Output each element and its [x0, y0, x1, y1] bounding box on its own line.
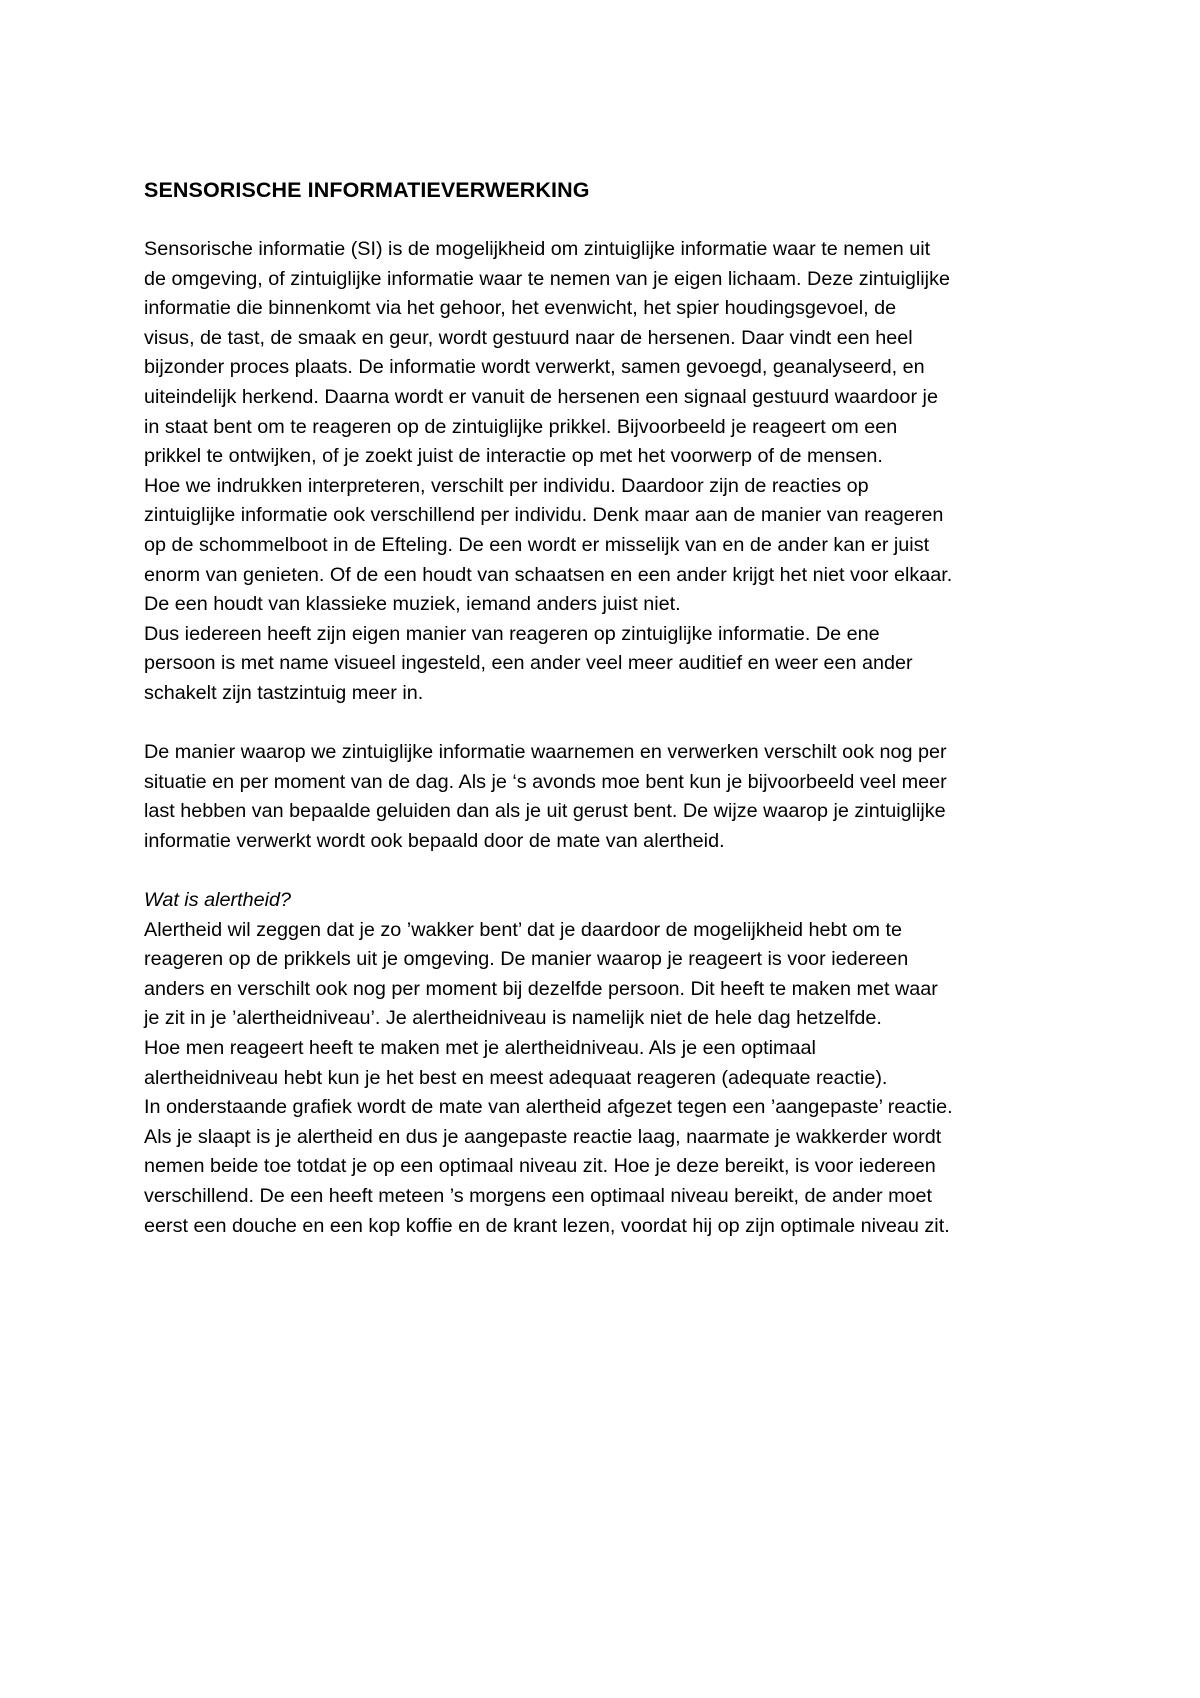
subheading-alertness: Wat is alertheid?: [144, 889, 291, 912]
text-line: In onderstaande grafiek wordt de mate van alertheid afgezet tegen een ’aangepaste’ reactie.: [144, 1096, 953, 1119]
paragraph-situation-and-moment: [144, 738, 1074, 856]
text-line: je zit in je ’alertheidniveau’. Je alertheidniveau is namelijk niet de hele dag hetzelfde.: [144, 1007, 882, 1030]
text-line: op de schommelboot in de Efteling. De een wordt er misselijk van en de ander kan er juist: [144, 533, 930, 556]
paragraph-spacer: [144, 856, 1074, 886]
text-line: enorm van genieten. Of de een houdt van schaatsen en een ander krijgt het niet voor elkaar.: [144, 563, 953, 586]
text-line: Dus iedereen heeft zijn eigen manier van reageren op zintuiglijke informatie. De ene: [144, 622, 880, 645]
text-line: in staat bent om te reageren op de zintuiglijke prikkel. Bijvoorbeeld je reageert om een: [144, 415, 898, 438]
text-line: uiteindelijk herkend. Daarna wordt er vanuit de hersenen een signaal gestuurd waardoor je: [144, 385, 938, 408]
text-line: alertheidniveau hebt kun je het best en meest adequaat reageren (adequate reactie).: [144, 1066, 888, 1089]
text-line: Sensorische informatie (SI) is de mogelijkheid om zintuiglijke informatie waar te nemen uit: [144, 238, 931, 260]
text-line: reageren op de prikkels uit je omgeving. De manier waarop je reageert is voor iedereen: [144, 948, 909, 971]
section-alertness: [144, 886, 1074, 1241]
text-line: de omgeving, of zintuiglijke informatie waar te nemen van je eigen lichaam. Deze zintuiglijke: [144, 267, 950, 290]
text-line: informatie die binnenkomt via het gehoor, het evenwicht, het spier houdingsgevoel, de: [144, 297, 897, 320]
text-line: Alertheid wil zeggen dat je zo ’wakker bent’ dat je daardoor de mogelijkheid hebt om te: [144, 918, 902, 941]
text-line: anders en verschilt ook nog per moment bij dezelfde persoon. Dit heeft te maken met waar: [144, 977, 938, 1000]
document-title: SENSORISCHE INFORMATIEVERWERKING: [144, 178, 590, 202]
text-line: last hebben van bepaalde geluiden dan als je uit gerust bent. De wijze waarop je zintuiglijke: [144, 800, 946, 823]
text-line: De manier waarop we zintuiglijke informatie waarnemen en verwerken verschilt ook nog per: [144, 741, 947, 764]
text-line: bijzonder proces plaats. De informatie wordt verwerkt, samen gevoegd, geanalyseerd, en: [144, 356, 925, 379]
text-line: Als je slaapt is je alertheid en dus je aangepaste reactie laag, naarmate je wakkerder wordt: [144, 1125, 942, 1148]
text-line: situatie en per moment van de dag. Als je ‘s avonds moe bent kun je bijvoorbeeld veel meer: [144, 770, 947, 793]
paragraph-spacer: [144, 709, 1074, 739]
text-line: Hoe men reageert heeft te maken met je alertheidniveau. Als je een optimaal: [144, 1037, 816, 1060]
text-line: nemen beide toe totdat je op een optimaal niveau zit. Hoe je deze bereikt, is voor iedereen: [144, 1155, 936, 1178]
text-line: prikkel te ontwijken, of je zoekt juist de interactie op met het voorwerp of de mensen.: [144, 445, 883, 468]
text-line: verschillend. De een heeft meteen ’s morgens een optimaal niveau bereikt, de ander moet: [144, 1185, 933, 1207]
text-line: schakelt zijn tastzintuig meer in.: [144, 681, 424, 704]
paragraph-sensory-information: [144, 235, 1074, 709]
document-body: [144, 175, 1074, 1241]
text-line: De een houdt van klassieke muziek, iemand anders juist niet.: [144, 593, 681, 616]
text-line: Hoe we indrukken interpreteren, verschilt per individu. Daardoor zijn de reacties op: [144, 474, 869, 497]
text-line: eerst een douche en een kop koffie en de krant lezen, voordat hij op zijn optimale niveau zit.: [144, 1214, 950, 1237]
text-line: persoon is met name visueel ingesteld, een ander veel meer auditief en weer een ander: [144, 652, 913, 675]
text-line: informatie verwerkt wordt ook bepaald door de mate van alertheid.: [144, 829, 725, 852]
text-line: zintuiglijke informatie ook verschillend per individu. Denk maar aan de manier van reageren: [144, 504, 944, 527]
text-line: visus, de tast, de smaak en geur, wordt gestuurd naar de hersenen. Daar vindt een heel: [144, 326, 913, 349]
